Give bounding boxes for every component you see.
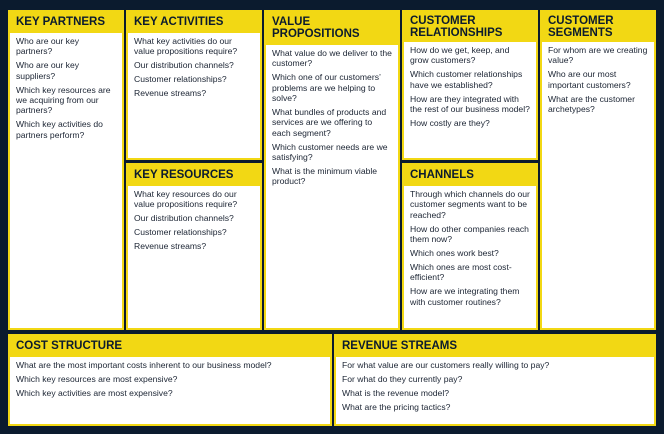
question-item: What are the most important costs inherent to our business model?	[16, 360, 272, 370]
question-item: Revenue streams?	[134, 88, 207, 99]
value-propositions-questions	[266, 45, 398, 187]
key-resources-title: KEY RESOURCES	[128, 165, 260, 186]
question-item: Through which channels do our customer segments want to be reached?	[410, 189, 530, 220]
question-item: Who are our key suppliers?	[16, 60, 80, 81]
channels-questions	[404, 186, 536, 307]
question-item: Customer relationships?	[134, 227, 227, 238]
customer-segments-block	[540, 10, 656, 330]
question-item: What are the customer archetypes?	[548, 93, 635, 115]
revenue-streams-title: REVENUE STREAMS	[336, 336, 654, 357]
key-resources-block	[126, 163, 262, 330]
question-item: Which key resources are most expensive?	[16, 373, 178, 384]
question-item: Customer relationships?	[134, 74, 227, 85]
key-partners-questions	[10, 33, 122, 140]
question-item: Which customer needs are we satisfying?	[272, 141, 388, 163]
question-item: Which one of our customers’ problems are we helping to solve?	[272, 72, 381, 104]
question-item: Which ones work best?	[410, 248, 499, 259]
revenue-streams-block	[334, 334, 656, 426]
customer-relationships-block	[402, 10, 538, 160]
question-item: How are we integrating them with customer routines?	[410, 286, 520, 307]
question-item: For what do they currently pay?	[342, 373, 463, 384]
cost-structure-block	[8, 334, 332, 426]
revenue-streams-questions	[336, 357, 654, 412]
customer-relationships-title: CUSTOMER RELATIONSHIPS	[404, 12, 536, 42]
key-partners-block	[8, 10, 124, 330]
question-item: How costly are they?	[410, 117, 490, 128]
question-item: What is the minimum viable product?	[272, 166, 378, 187]
question-item: What value do we deliver to the customer?	[272, 48, 392, 69]
question-item: Who are our most important customers?	[548, 69, 631, 90]
question-item: How do other companies reach them now?	[410, 223, 529, 245]
value-propositions-block	[264, 10, 400, 330]
question-item: Our distribution channels?	[134, 213, 234, 224]
question-item: How do we get, keep, and grow customers?	[410, 45, 510, 66]
question-item: For what value are our customers really willing to pay?	[342, 360, 550, 370]
question-item: Which key activities do partners perform?	[16, 119, 103, 140]
question-item: Revenue streams?	[134, 241, 207, 252]
cost-structure-title: COST STRUCTURE	[10, 336, 330, 357]
question-item: What key resources do our value propositions require?	[134, 189, 238, 210]
channels-block	[402, 163, 538, 330]
cost-structure-questions	[10, 357, 330, 398]
question-item: Which key resources are we acquiring from our partners?	[16, 84, 111, 116]
question-item: What key activities do our value propositions require?	[134, 36, 238, 57]
customer-segments-title: CUSTOMER SEGMENTS	[542, 12, 654, 42]
key-resources-questions	[128, 186, 260, 252]
question-item: Our distribution channels?	[134, 60, 234, 71]
key-activities-questions	[128, 33, 260, 99]
customer-relationships-questions	[404, 42, 536, 128]
question-item: Which customer relationships have we established?	[410, 69, 523, 90]
question-item: For whom are we creating value?	[548, 45, 648, 66]
question-item: What bundles of products and services are we offering to each segment?	[272, 107, 387, 138]
question-item: How are they integrated with the rest of our business model?	[410, 93, 530, 115]
question-item: Which ones are most cost-efficient?	[410, 261, 512, 283]
question-item: What are the pricing tactics?	[342, 401, 451, 412]
customer-segments-questions	[542, 42, 654, 114]
key-activities-title: KEY ACTIVITIES	[128, 12, 260, 33]
question-item: Which key activities are most expensive?	[16, 387, 173, 398]
question-item: What is the revenue model?	[342, 387, 450, 398]
channels-title: CHANNELS	[404, 165, 536, 186]
key-activities-block	[126, 10, 262, 160]
question-item: Who are our key partners?	[16, 36, 80, 57]
key-partners-title: KEY PARTNERS	[10, 12, 122, 33]
value-propositions-title: VALUE PROPOSITIONS	[266, 12, 398, 45]
